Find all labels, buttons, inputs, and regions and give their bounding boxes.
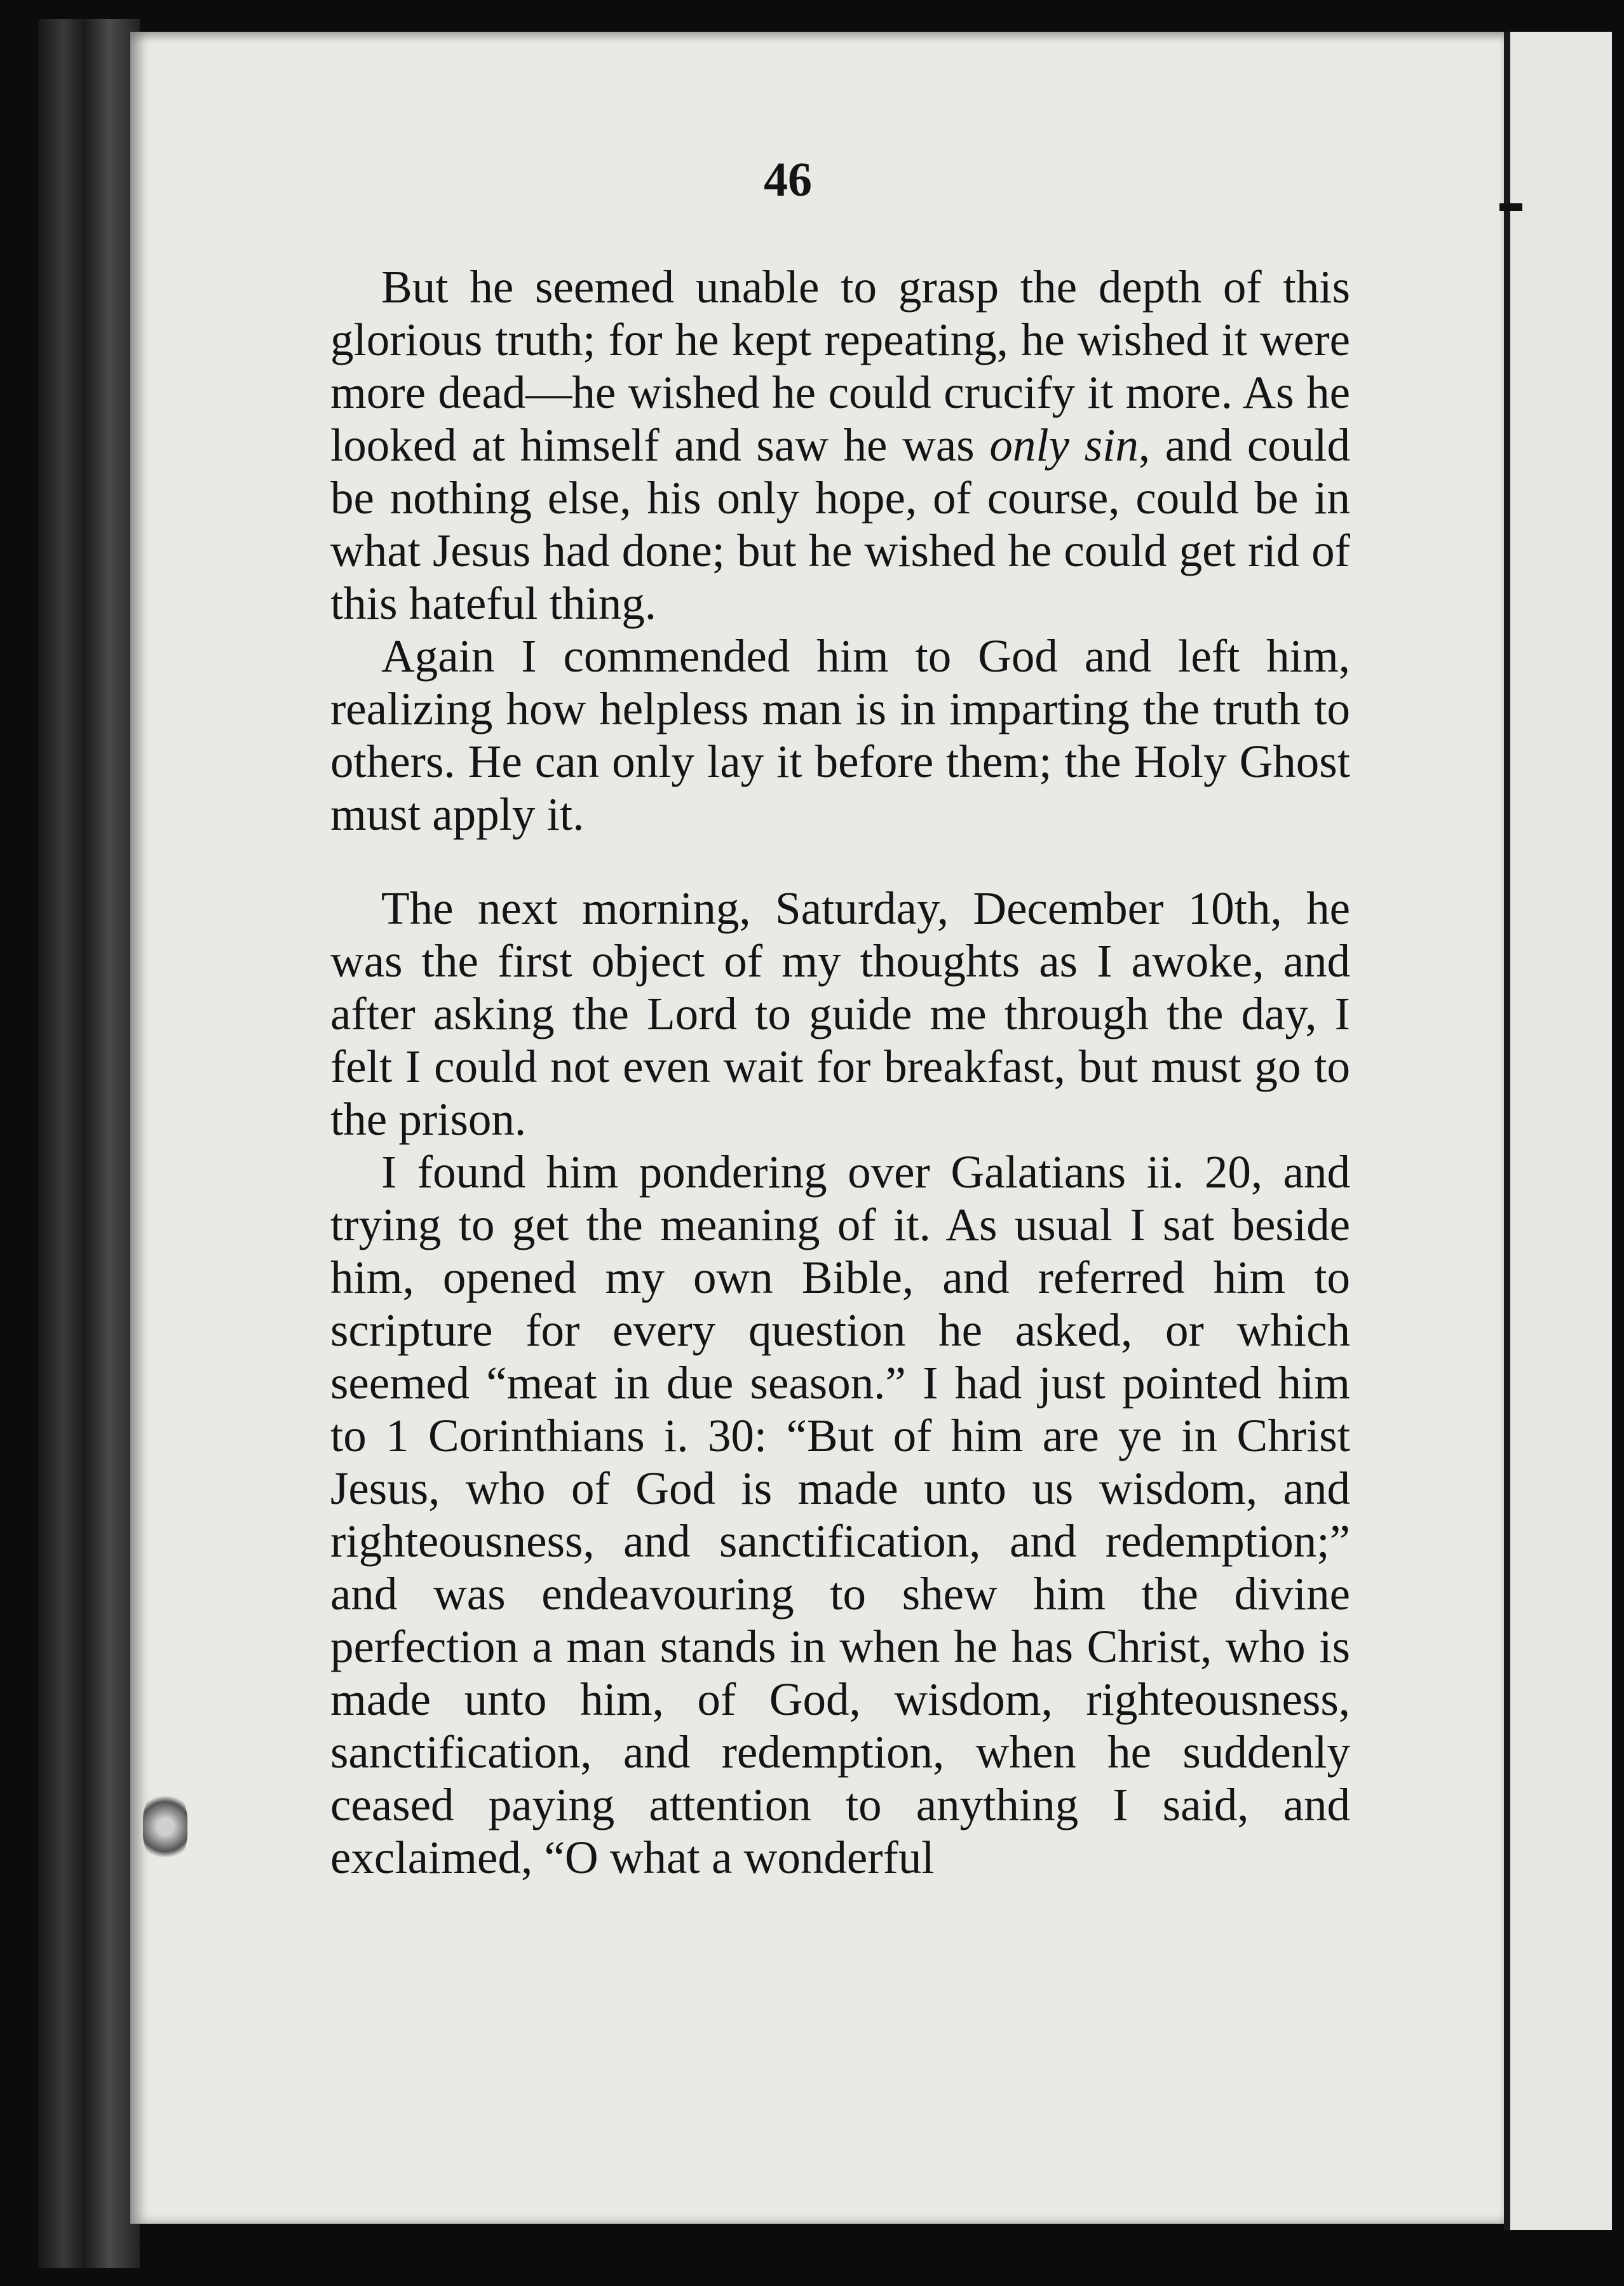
book-spine-edge [38, 19, 140, 2268]
page-number: 46 [764, 153, 812, 206]
paragraph: The next morning, Saturday, December 10th, he was the first object of my thoughts as I awoke, and after asking the Lord to guide me through the day, I felt I could not even wait for breakfast, but must go to the prison. [330, 883, 1350, 1145]
paragraph: But he seemed unable to grasp the depth of this glorious truth; for he kept repeating, he wished it were more dead—he wished he could crucify it more. As he looked at himself and saw he was only sin, and could be nothing else, his only hope, of course, could be in what Jesus had done; but he wished he could get rid of this hateful thing. [330, 261, 1351, 629]
emphasis-text: only sin [989, 419, 1139, 471]
page-text [330, 260, 1350, 1884]
paragraph: Again I commended him to God and left him, realizing how helpless man is in imparting the truth to others. He can only lay it before them; the Holy Ghost must apply it. [330, 630, 1350, 840]
scan-blemish [143, 1792, 187, 1862]
paragraph: I found him pondering over Galatians ii. 20, and trying to get the meaning of it. As usual I sat beside him, opened my own Bible, and referred him to scripture for every question he asked, or which seemed “meat in due season.” I had just pointed him to 1 Corinthians i. 30: “But of him are ye in Christ Jesus, who of God is made unto us wisdom, and righteousness, and sanctification, and redemption;” and was endeavouring to shew him the divine perfection a man stands in when he has Christ, who is made unto him, of God, wisdom, righteousness, sanctification, and redemption, when he suddenly ceased paying attention to anything I said, and exclaimed, “O what a wonderful [330, 1146, 1350, 1883]
adjacent-page-edge [1504, 32, 1612, 2230]
